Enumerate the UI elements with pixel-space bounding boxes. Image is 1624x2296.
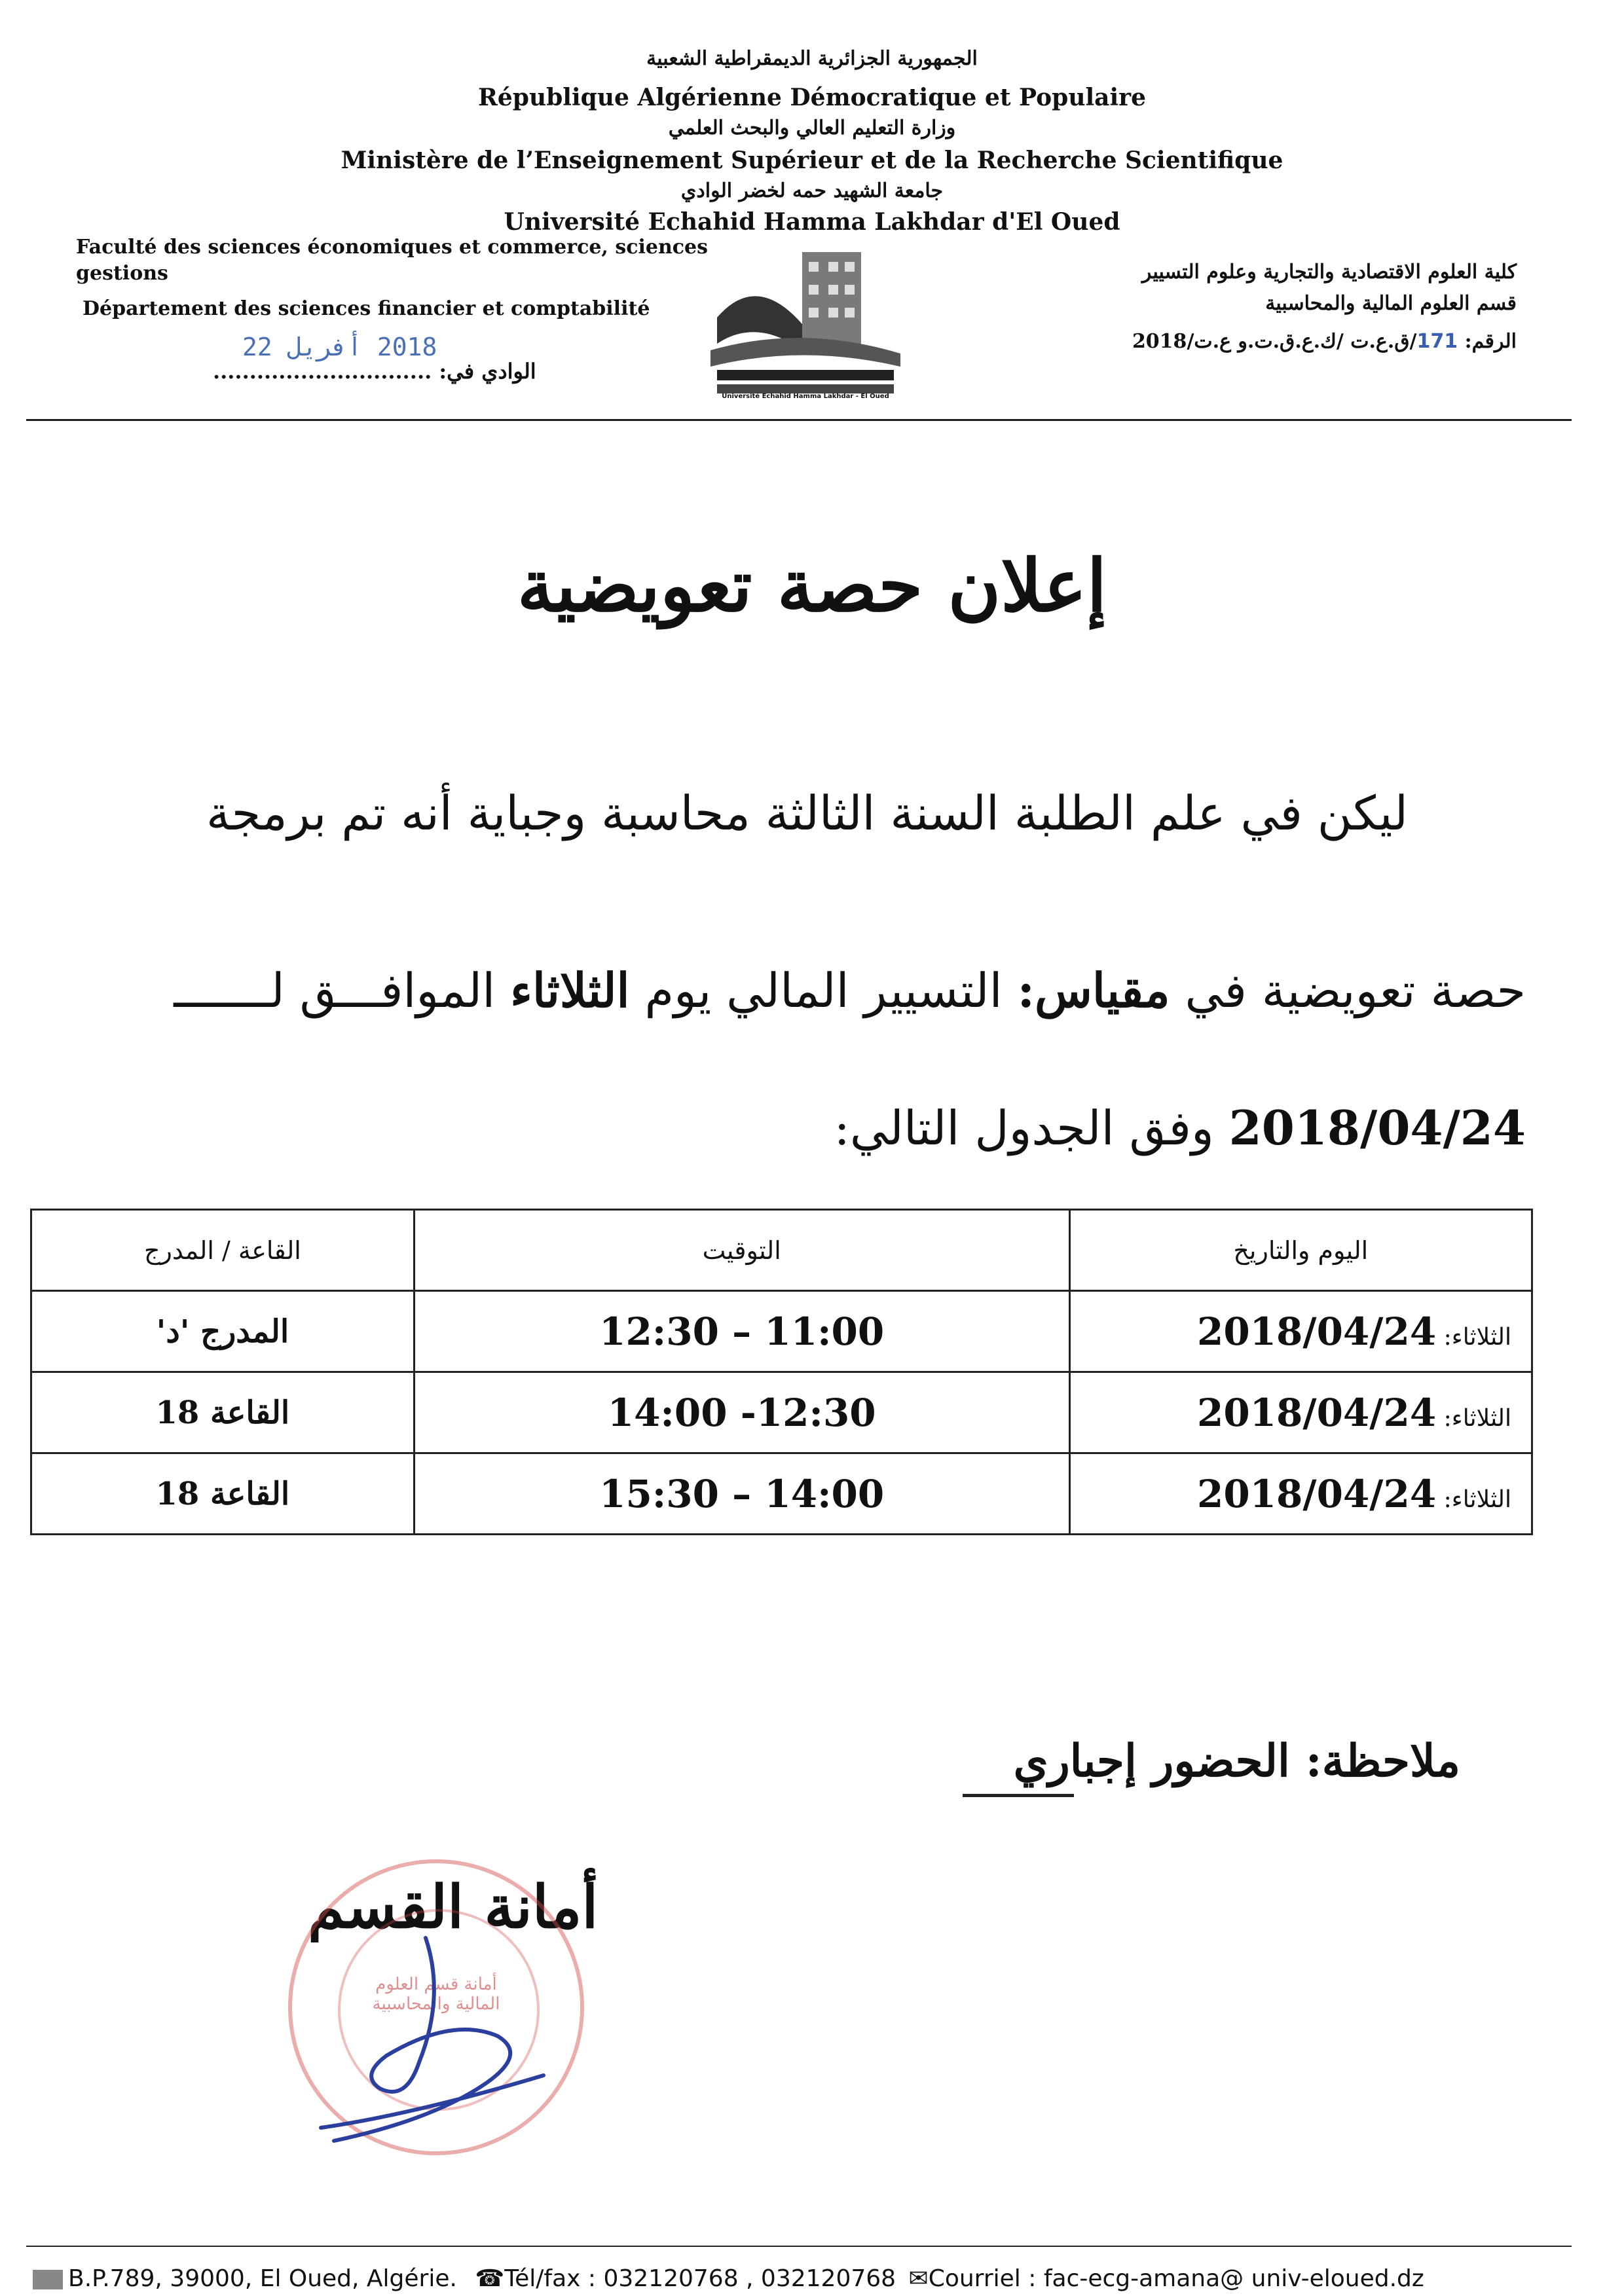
footer-divider xyxy=(26,2246,1572,2247)
faculty-ar: كلية العلوم الاقتصادية والتجارية وعلوم التسيير xyxy=(1141,261,1517,283)
footer-contact xyxy=(33,2265,1424,2292)
room-cell: القاعة 18 xyxy=(31,1453,415,1535)
handwritten-signature xyxy=(282,1931,583,2170)
day-name: الثلاثاء: xyxy=(1436,1404,1511,1432)
time-cell: 15:30 – 14:00 xyxy=(414,1453,1069,1535)
footer-email: Courriel : fac-ecg-amana@ univ-eloued.dz xyxy=(928,2265,1424,2292)
time-cell: 12:30 – 11:00 xyxy=(414,1291,1069,1372)
reference-label: الرقم: xyxy=(1458,330,1517,353)
ministry-ar: وزارة التعليم العالي والبحث العلمي xyxy=(668,117,956,139)
signature-title: أمانة القسم xyxy=(308,1872,599,1942)
university-ar: جامعة الشهيد حمه لخضر الوادي xyxy=(680,179,944,202)
body-schedule-intro: وفق الجدول التالي: xyxy=(834,1101,1229,1156)
reference-number: 171 xyxy=(1416,330,1458,353)
body-subject: التسيير المالي يوم xyxy=(629,963,1018,1018)
attendance-note: ملاحظة: الحضور إجباري xyxy=(1013,1735,1460,1787)
email-icon: ✉ xyxy=(908,2265,929,2292)
day-cell xyxy=(1069,1453,1532,1535)
header-divider xyxy=(26,419,1572,421)
table-header-row xyxy=(31,1210,1532,1291)
republic-ar: الجمهورية الجزائرية الديمقراطية الشعبية xyxy=(646,47,978,70)
day-name: الثلاثاء: xyxy=(1436,1485,1511,1513)
room-cell: المدرج 'د' xyxy=(31,1291,415,1372)
address-icon xyxy=(33,2270,63,2289)
announcement-title: إعلان حصة تعويضية xyxy=(517,543,1107,628)
table-row xyxy=(31,1372,1532,1453)
body-line-2 xyxy=(174,962,1526,1018)
header-day-date: اليوم والتاريخ xyxy=(1069,1210,1532,1291)
body-line-1: ليكن في علم الطلبة السنة الثالثة محاسبة وجباية أنه تم برمجة xyxy=(206,786,1408,841)
department-fr: Département des sciences financier et comptabilité xyxy=(83,297,650,320)
body-date: 2018/04/24 xyxy=(1228,1100,1526,1156)
table-row xyxy=(31,1453,1532,1535)
reference-code: /ق.ع.ت /ك.ع.ق.ت.و ع.ت/2018 xyxy=(1132,330,1417,353)
schedule-table xyxy=(30,1209,1533,1535)
phone-icon: ☎ xyxy=(475,2265,505,2292)
university-logo xyxy=(704,246,907,403)
day-date: 2018/04/24 xyxy=(1196,1471,1437,1516)
logo-caption: Université Echahid Hamma Lakhdar - El Oued xyxy=(722,393,889,400)
footer-address: B.P.789, 39000, El Oued, Algérie. xyxy=(68,2265,457,2292)
faculty-fr-cont: gestions xyxy=(76,262,168,285)
body-day: الثلاثاء xyxy=(510,962,630,1018)
body-part: حصة تعويضية في xyxy=(1170,963,1526,1018)
header-room: القاعة / المدرج xyxy=(31,1210,415,1291)
note-underline xyxy=(963,1794,1074,1797)
day-name: الثلاثاء: xyxy=(1436,1323,1511,1351)
day-cell xyxy=(1069,1291,1532,1372)
ministry-fr: Ministère de l’Enseignement Supérieur et de la Recherche Scientifique xyxy=(341,147,1283,174)
room-cell: القاعة 18 xyxy=(31,1372,415,1453)
body-line-3 xyxy=(834,1100,1526,1156)
footer-telfax: Tél/fax : 032120768 , 032120768 xyxy=(504,2265,896,2292)
body-corresponding: الموافـــق لـــــــ xyxy=(174,963,511,1018)
university-fr: Université Echahid Hamma Lakhdar d'El Oued xyxy=(504,208,1120,236)
body-subject-label: مقياس: xyxy=(1017,962,1170,1018)
faculty-fr: Faculté des sciences économiques et commerce, sciences xyxy=(76,236,709,259)
republic-fr: République Algérienne Démocratique et Populaire xyxy=(477,84,1147,111)
day-cell xyxy=(1069,1372,1532,1453)
time-cell: 14:00 -12:30 xyxy=(414,1372,1069,1453)
day-date: 2018/04/24 xyxy=(1196,1390,1437,1435)
date-stamp: 2018 أفريل 22 xyxy=(242,333,437,361)
day-date: 2018/04/24 xyxy=(1196,1309,1437,1354)
department-ar: قسم العلوم المالية والمحاسبية xyxy=(1265,292,1517,315)
reference-line xyxy=(1132,330,1517,353)
header-time: التوقيت xyxy=(414,1210,1069,1291)
table-row xyxy=(31,1291,1532,1372)
place-date: الوادي في: .............................. xyxy=(213,359,536,384)
stamp-text: أمانة قسم العلوم المالية والمحاسبية xyxy=(372,1975,500,2014)
